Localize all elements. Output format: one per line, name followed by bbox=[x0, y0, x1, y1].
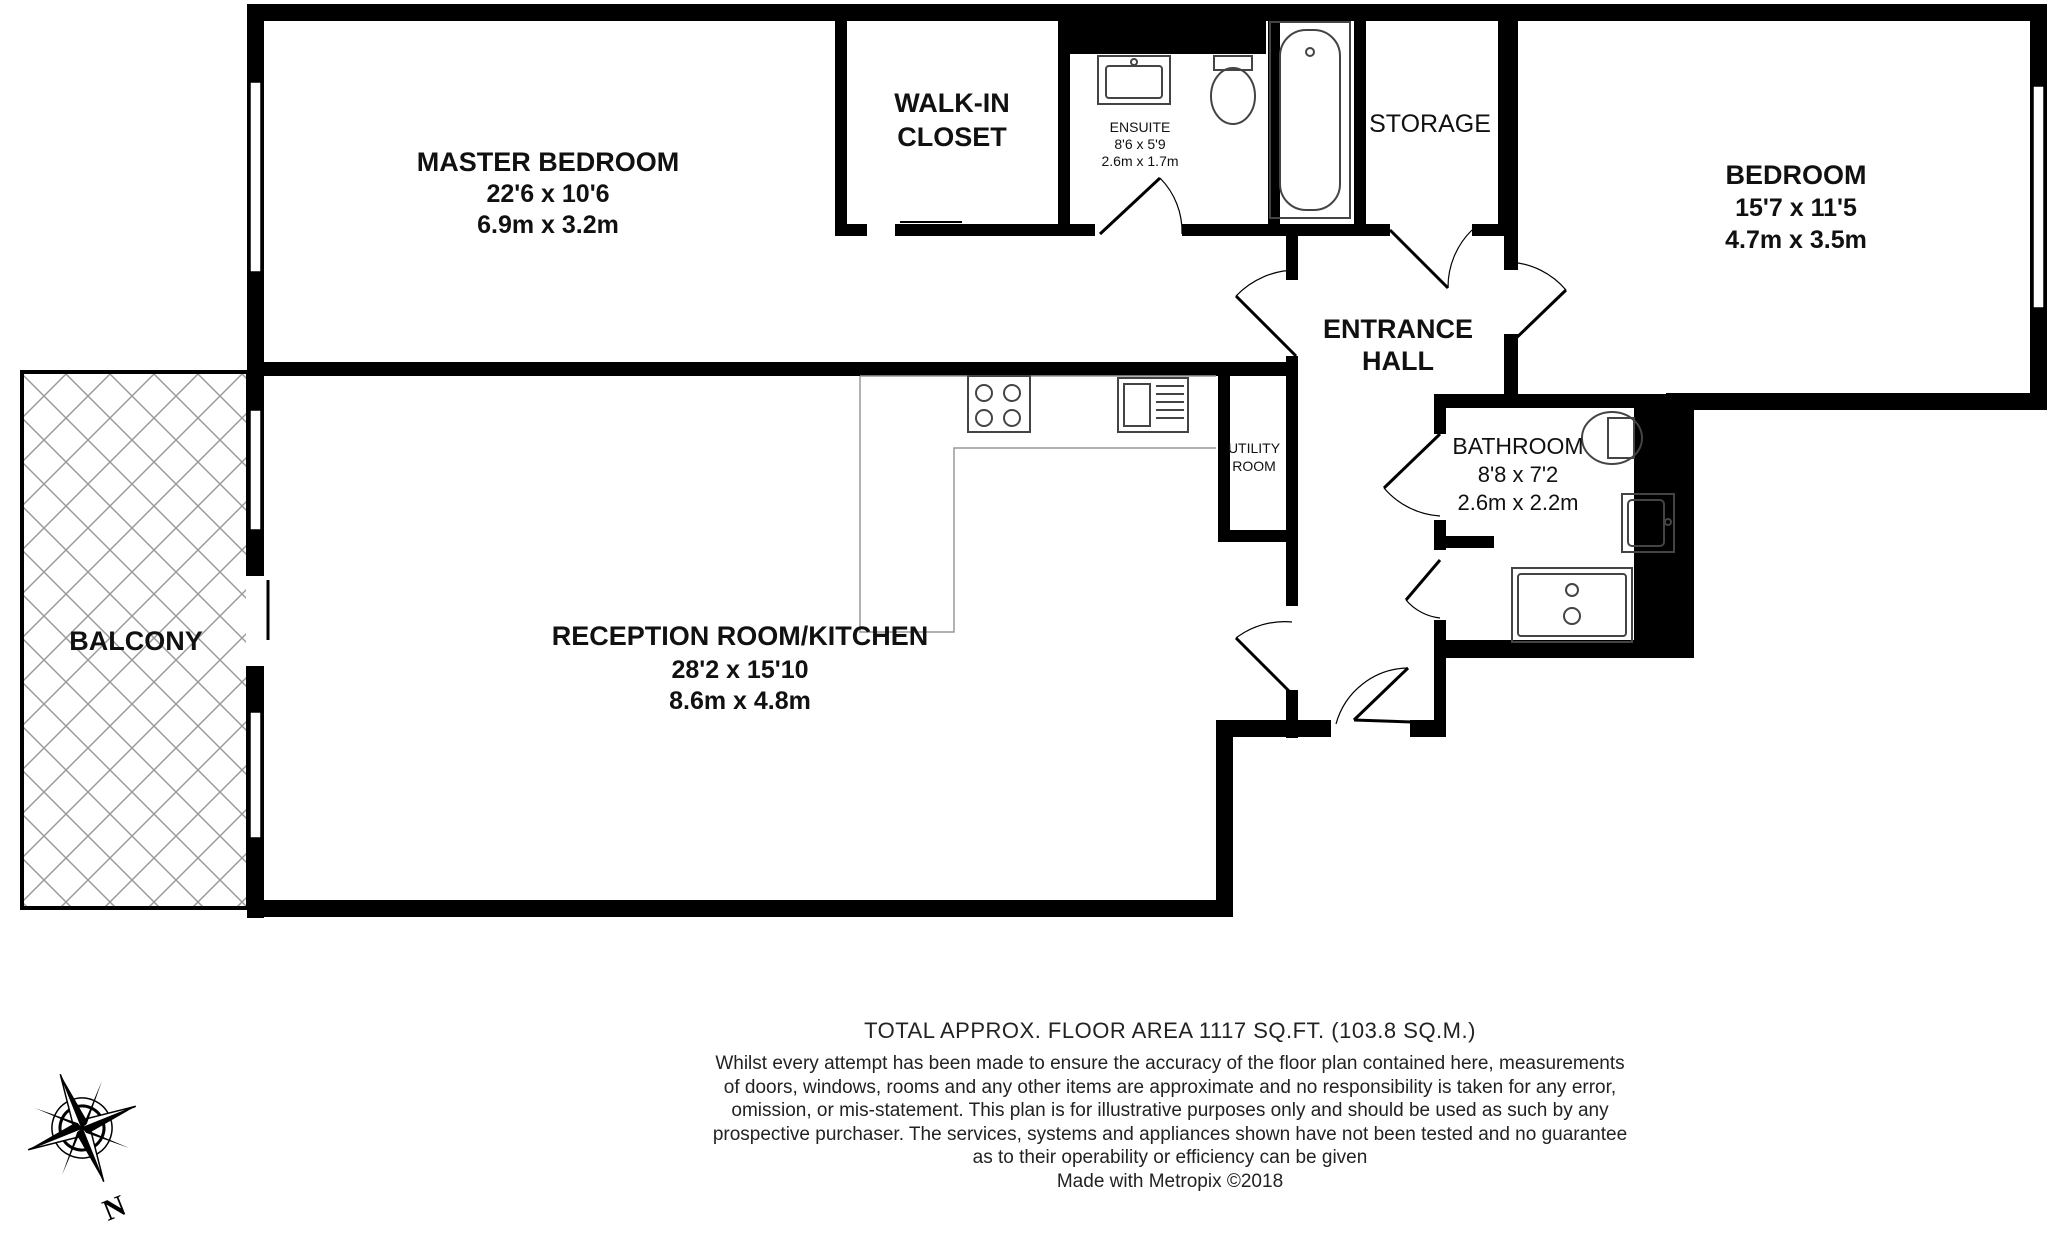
label-walk-in-closet bbox=[894, 88, 1009, 152]
kitchen-sink-icon bbox=[1118, 378, 1188, 432]
ensuite-toilet-icon bbox=[1211, 56, 1255, 124]
plan-footer bbox=[660, 1018, 1680, 1193]
storage-name: STORAGE bbox=[1369, 110, 1491, 138]
disclaimer-line: as to their operability or efficiency can be given bbox=[972, 1147, 1368, 1168]
utility-room-line1: UTILITY bbox=[1227, 440, 1281, 456]
ensuite-imperial: 8'6 x 5'9 bbox=[1114, 136, 1166, 152]
ensuite-metric: 2.6m x 1.7m bbox=[1101, 153, 1179, 169]
disclaimer-line: Whilst every attempt has been made to ensure the accuracy of the floor plan contained here, measurements bbox=[715, 1053, 1625, 1074]
bathroom-toilet-icon bbox=[1582, 412, 1642, 464]
master-bedroom-name: MASTER BEDROOM bbox=[416, 147, 680, 177]
ensuite-name: ENSUITE bbox=[1109, 119, 1171, 135]
compass-rose-icon bbox=[6, 1052, 174, 1243]
disclaimer-line: omission, or mis-statement. This plan is for illustrative purposes only and should be used as such by any bbox=[731, 1100, 1609, 1121]
bedroom-imperial: 15'7 x 11'5 bbox=[1735, 194, 1857, 222]
label-balcony bbox=[69, 626, 203, 656]
balcony-name: BALCONY bbox=[69, 626, 203, 656]
bathroom-metric: 2.6m x 2.2m bbox=[1457, 490, 1579, 515]
compass-north-label: N bbox=[98, 1188, 131, 1228]
label-ensuite bbox=[1101, 119, 1178, 169]
entrance-hall-line1: ENTRANCE bbox=[1322, 314, 1474, 344]
master-bedroom-imperial: 22'6 x 10'6 bbox=[486, 180, 610, 208]
reception-metric: 8.6m x 4.8m bbox=[669, 687, 811, 715]
entrance-hall-line2: HALL bbox=[1362, 346, 1434, 376]
label-master-bedroom bbox=[417, 147, 680, 239]
hob-icon bbox=[968, 376, 1030, 432]
balcony-door bbox=[246, 576, 268, 666]
reception-imperial: 28'2 x 15'10 bbox=[671, 656, 809, 684]
bedroom-name: BEDROOM bbox=[1725, 160, 1867, 190]
master-bedroom-metric: 6.9m x 3.2m bbox=[477, 211, 619, 239]
label-utility-room bbox=[1228, 440, 1281, 474]
label-entrance-hall bbox=[1323, 314, 1473, 376]
shower-icon bbox=[1512, 568, 1632, 642]
walk-in-closet-line2: CLOSET bbox=[897, 122, 1007, 152]
utility-room-line2: ROOM bbox=[1232, 458, 1276, 474]
bedroom-metric: 4.7m x 3.5m bbox=[1725, 226, 1867, 254]
bathroom-imperial: 8'8 x 7'2 bbox=[1477, 462, 1559, 487]
label-storage bbox=[1369, 110, 1491, 138]
walk-in-closet-line1: WALK-IN bbox=[894, 88, 1010, 118]
ensuite-basin-icon bbox=[1098, 56, 1170, 104]
credit-line: Made with Metropix ©2018 bbox=[1056, 1170, 1284, 1192]
label-reception bbox=[552, 621, 929, 715]
disclaimer-line: of doors, windows, rooms and any other items are approximate and no responsibility is taken for any error, bbox=[723, 1076, 1617, 1098]
bathroom-name: BATHROOM bbox=[1452, 433, 1584, 459]
bathtub-icon bbox=[1270, 22, 1350, 218]
disclaimer-line: prospective purchaser. The services, systems and appliances shown have not been tested and no guarantee bbox=[712, 1123, 1628, 1145]
label-bedroom bbox=[1725, 160, 1867, 254]
reception-name: RECEPTION ROOM/KITCHEN bbox=[551, 621, 929, 651]
kitchen-counter bbox=[860, 376, 1216, 632]
label-bathroom bbox=[1452, 433, 1583, 515]
total-floor-area: TOTAL APPROX. FLOOR AREA 1117 SQ.FT. (103.8 SQ.M.) bbox=[864, 1018, 1476, 1043]
